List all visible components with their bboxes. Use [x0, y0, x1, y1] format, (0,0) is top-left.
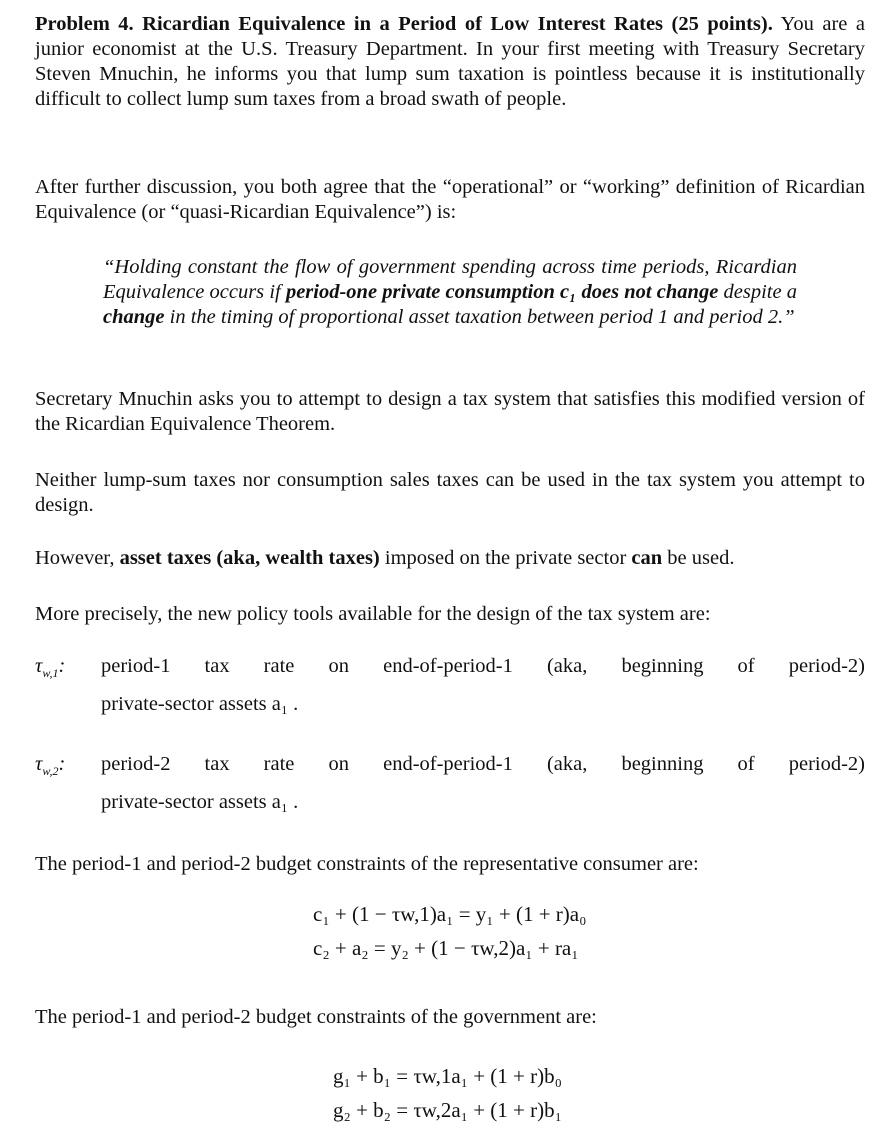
government-constraint-1: g₁ + b₁ = τw,1a₁ + (1 + r)b₀	[333, 1064, 562, 1088]
p4-part-b: asset taxes (aka, wealth taxes)	[119, 547, 380, 569]
tau-w1-line2: private-sector assets a₁ .	[101, 693, 299, 715]
paragraph-consumer-constraints: The period-1 and period-2 budget constraints of the representative consumer are:	[35, 853, 699, 875]
definition-quote	[35, 255, 797, 330]
paragraph-government-constraints: The period-1 and period-2 budget constraints of the government are:	[35, 1006, 597, 1028]
problem-intro	[35, 12, 865, 112]
paragraph-mnuchin: Secretary Mnuchin asks you to attempt to design a tax system that satisfies this modified version of the Ricardian Equivalence Theorem.	[35, 388, 865, 435]
quote-part-d: change	[103, 306, 165, 328]
paragraph-policy-tools: More precisely, the new policy tools available for the design of the tax system are:	[35, 603, 711, 625]
quote-part-e: in the timing of proportional asset taxation between period 1 and period 2.”	[169, 306, 795, 328]
problem-title: Problem 4. Ricardian Equivalence in a Period of Low Interest Rates (25 points).	[35, 13, 773, 35]
tool-tau-w2	[35, 752, 865, 815]
definition-intro: After further discussion, you both agree that the “operational” or “working” definition of Ricardian Equivalence (or “quasi-Ricardian Equivalence”) is:	[35, 176, 865, 223]
tau-w2-symbol: $\tau_{w,2}$:	[35, 753, 66, 779]
tau-w2-line2: private-sector assets a₁ .	[101, 791, 299, 813]
quote-part-a: “Holding constant the flow of government spending across time periods, Ricardian Equivalence occurs if	[103, 256, 797, 303]
p4-part-d: can	[631, 547, 663, 569]
consumer-constraint-1: c₁ + (1 − τw,1)a₁ = y₁ + (1 + r)a₀	[313, 902, 587, 926]
p4-part-e: be used.	[667, 547, 735, 569]
tau-w1-symbol: $\tau_{w,1}$:	[35, 655, 66, 681]
tau-w1-line1: period-1 tax rate on end-of-period-1 (aka, beginning of period-2)	[101, 655, 865, 677]
tool-tau-w1	[35, 654, 865, 717]
p4-part-a: However,	[35, 547, 115, 569]
consumer-constraint-2: c₂ + a₂ = y₂ + (1 − τw,2)a₁ + ra₁	[313, 936, 579, 960]
problem-intro-text: You are a junior economist at the U.S. Treasury Department. In your first meeting with Treasury Secretary Steven Mnuchin, he informs you that lump sum taxation is pointless because it is institutionally difficult to collect lump sum taxes from a broad swath of people.	[35, 13, 865, 110]
p4-part-c: imposed on the private sector	[384, 547, 627, 569]
quote-part-b: period-one private consumption c₁ does not change	[285, 281, 719, 303]
quote-part-c: despite a	[723, 281, 798, 303]
government-constraint-2: g₂ + b₂ = τw,2a₁ + (1 + r)b₁	[333, 1098, 562, 1122]
paragraph-neither: Neither lump-sum taxes nor consumption sales taxes can be used in the tax system you attempt to design.	[35, 469, 865, 516]
paragraph-asset-taxes	[35, 546, 865, 571]
tau-w2-line1: period-2 tax rate on end-of-period-1 (aka, beginning of period-2)	[101, 753, 865, 775]
